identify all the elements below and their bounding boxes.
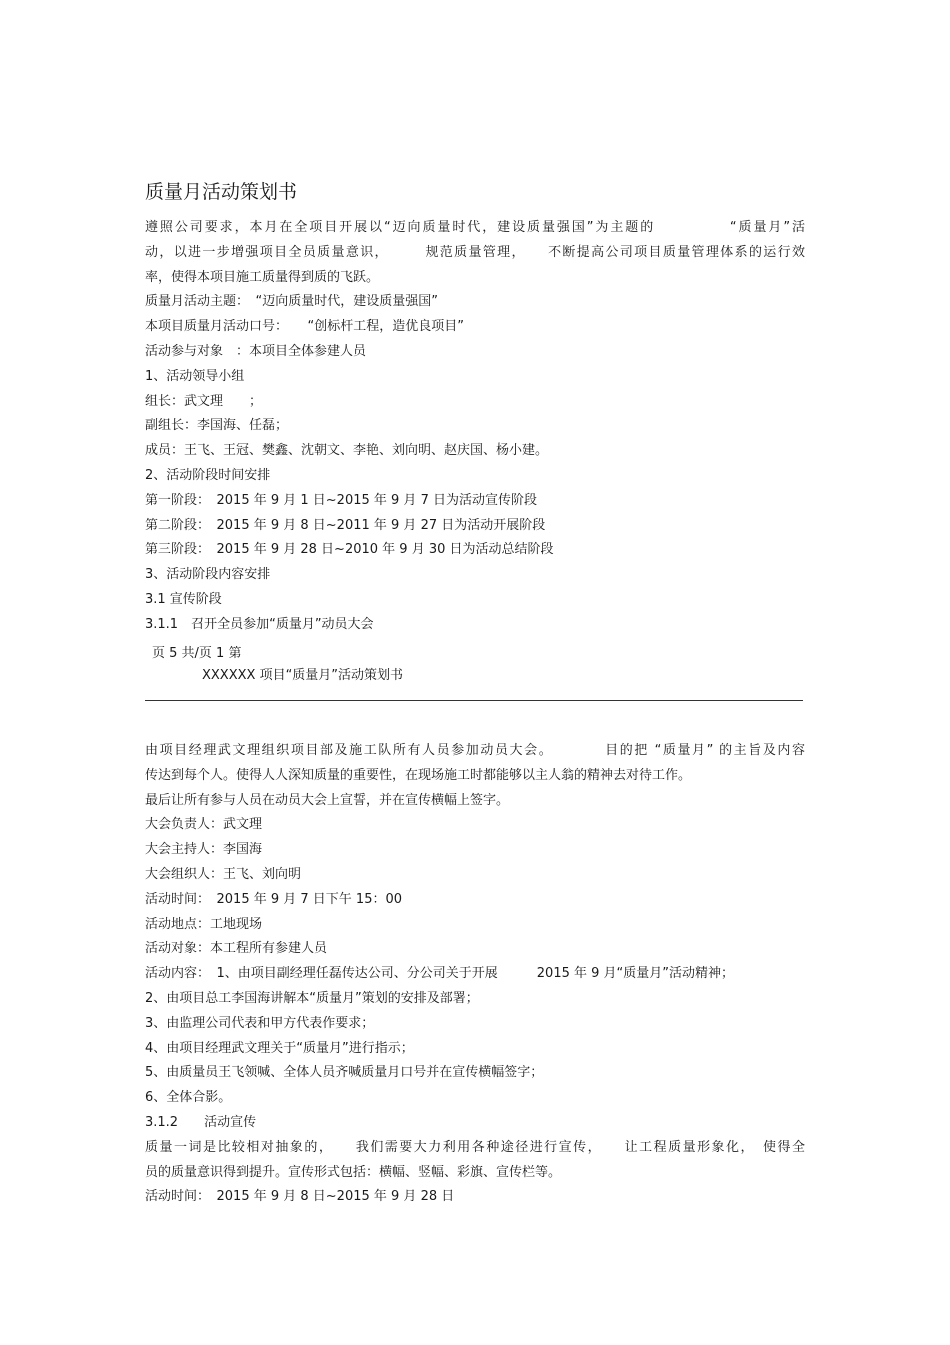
paragraph-line: 传达到每个人。使得人人深知质量的重要性，在现场施工时都能够以主人翁的精神去对待工作。 (145, 767, 692, 783)
list-item: 5、由质量员王飞领喊、全体人员齐喊质量月口号并在宣传横幅签字； (145, 1065, 544, 1081)
group-leader: 组长：武文理 ； (145, 393, 263, 409)
running-footer-title: XXXXXX 项目“质量月”活动策划书 (202, 668, 404, 683)
activity-time: 活动时间： 2015 年 9 月 7 日下午 15：00 (145, 891, 403, 907)
activity-slogan: 本项目质量月活动口号： “创标杆工程，造优良项目” (145, 319, 464, 335)
paragraph-line: 遵照公司要求，本月在全项目开展以“迈向质量时代，建设质量强国”为主题的 “质量月”活 (145, 220, 805, 235)
deputy-leader: 副组长：李国海、任磊； (145, 418, 289, 434)
paragraph-line: 动，以进一步增强项目全员质量意识， 规范质量管理， 不断提高公司项目质量管理体系的运行效 (145, 244, 805, 260)
activity-participants: 活动参与对象 ：本项目全体参建人员 (145, 343, 367, 359)
list-item: 2、由项目总工李国海讲解本“质量月”策划的安排及部署； (145, 990, 479, 1006)
page2-body (145, 739, 805, 1210)
subsection-heading: 3.1.1 召开全员参加“质量月”动员大会 (145, 616, 374, 632)
activity-theme: 质量月活动主题： “迈向质量时代，建设质量强国” (145, 294, 438, 310)
list-item: 6、全体合影。 (145, 1090, 232, 1106)
section-heading: 1、活动领导小组 (145, 368, 245, 384)
meeting-lead: 大会负责人：武文理 (145, 817, 263, 833)
paragraph-line: 最后让所有参与人员在动员大会上宣誓，并在宣传横幅上签字。 (145, 792, 510, 808)
activity-content: 活动内容： 1、由项目副经理任磊传达公司、分公司关于开展 2015 年 9 月“质量月”活动精神； (145, 966, 734, 982)
phase-line: 第二阶段： 2015 年 9 月 8 日~2011 年 9 月 27 日为活动开展阶段 (145, 517, 546, 533)
activity-audience: 活动对象：本工程所有参建人员 (145, 941, 328, 957)
list-item: 3、由监理公司代表和甲方代表作要求； (145, 1015, 375, 1031)
meeting-host: 大会主持人：李国海 (145, 842, 263, 858)
subsection-heading: 3.1.2 活动宣传 (145, 1114, 257, 1130)
page-number: 页 5 共/页 1 第 (152, 646, 242, 661)
group-members: 成员：王飞、王冠、樊鑫、沈朝文、李艳、刘向明、赵庆国、杨小建。 (145, 443, 549, 459)
section-heading: 3、活动阶段内容安排 (145, 567, 271, 583)
meeting-organizers: 大会组织人：王飞、刘向明 (145, 866, 302, 882)
paragraph-line: 质量一词是比较相对抽象的， 我们需要大力利用各种途径进行宣传， 让工程质量形象化， 使得全 (145, 1139, 805, 1155)
activity-location: 活动地点：工地现场 (145, 916, 263, 932)
activity-time: 活动时间： 2015 年 9 月 8 日~2015 年 9 月 28 日 (145, 1189, 455, 1205)
page-divider (145, 700, 803, 701)
page1-body (145, 216, 805, 638)
paragraph-line: 率，使得本项目施工质量得到质的飞跃。 (145, 269, 380, 285)
phase-line: 第三阶段： 2015 年 9 月 28 日~2010 年 9 月 30 日为活动总结阶段 (145, 542, 554, 558)
subsection-heading: 3.1 宣传阶段 (145, 591, 222, 607)
paragraph-line: 员的质量意识得到提升。宣传形式包括：横幅、竖幅、彩旗、宣传栏等。 (145, 1164, 562, 1180)
section-heading: 2、活动阶段时间安排 (145, 467, 271, 483)
document-title: 质量月活动策划书 (145, 181, 298, 203)
list-item: 4、由项目经理武文理关于“质量月”进行指示； (145, 1040, 414, 1056)
phase-line: 第一阶段： 2015 年 9 月 1 日~2015 年 9 月 7 日为活动宣传阶段 (145, 492, 537, 508)
paragraph-line: 由项目经理武文理组织项目部及施工队所有人员参加动员大会。 目的把 “质量月” 的主旨及内容 (145, 743, 805, 758)
